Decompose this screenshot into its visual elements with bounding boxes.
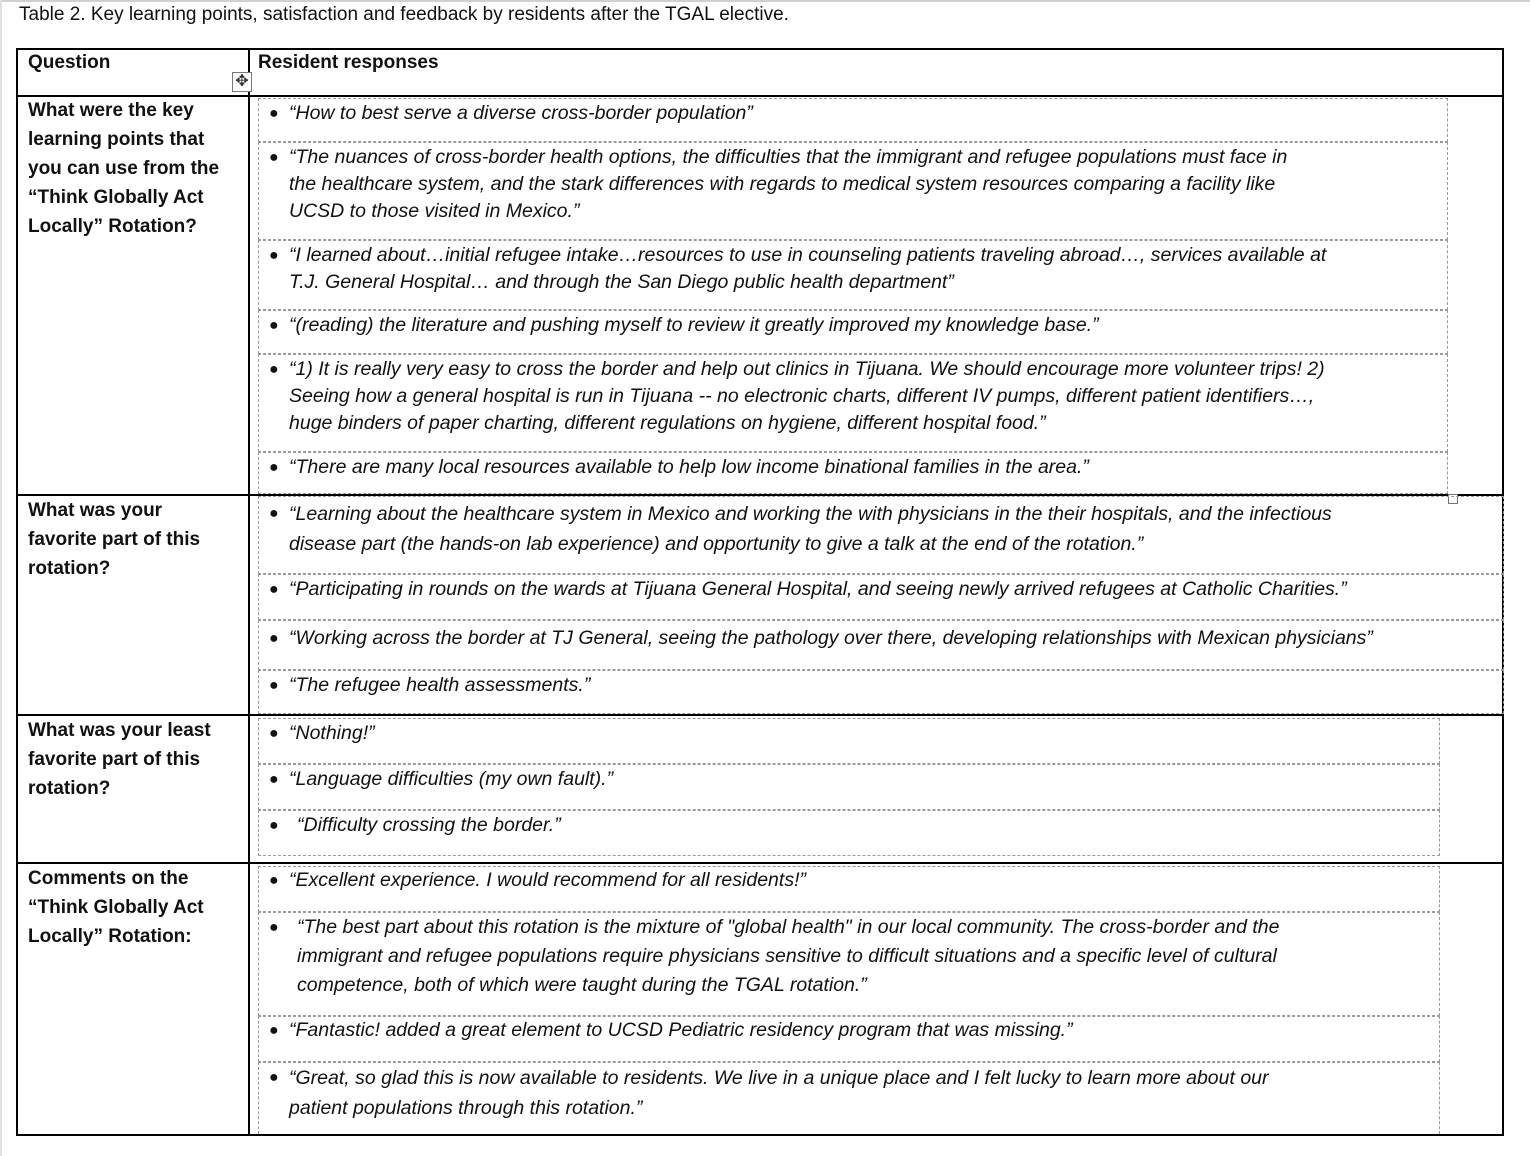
- response-line: competence, both of which were taught during the TGAL rotation.”: [297, 974, 867, 996]
- response-line: “(reading) the literature and pushing myself to review it greatly improved my knowledge base.”: [289, 314, 1099, 336]
- response-cell: [258, 142, 1448, 240]
- response-cell: [258, 670, 1504, 714]
- bullet-icon: ●: [269, 361, 279, 378]
- response-line: “How to best serve a diverse cross-border population”: [289, 102, 753, 124]
- question-line: learning points that: [28, 129, 205, 150]
- bullet-icon: ●: [269, 725, 279, 742]
- response-line: disease part (the hands-on lab experience) and opportunity to give a talk at the end of the rotation.”: [289, 533, 1144, 555]
- response-line: huge binders of paper charting, different regulations on hygiene, different hospital food.”: [289, 412, 1046, 434]
- response-line: “Working across the border at TJ General, seeing the pathology over there, developing relationships with Mexican physicians”: [289, 627, 1373, 649]
- response-line: “Language difficulties (my own fault).”: [289, 768, 614, 790]
- response-line: “Great, so glad this is now available to residents. We live in a unique place and I felt lucky to learn more about our: [289, 1067, 1269, 1089]
- response-cell: [258, 310, 1448, 354]
- response-line: “The nuances of cross-border health options, the difficulties that the immigrant and refugee populations must face in: [289, 146, 1288, 168]
- question-line: Locally” Rotation:: [28, 926, 192, 947]
- response-cell: [258, 574, 1504, 620]
- response-cell: [258, 98, 1448, 142]
- question-favorite-part: [28, 496, 238, 583]
- response-line: “Participating in rounds on the wards at Tijuana General Hospital, and seeing newly arrived refugees at Catholic Charities.”: [289, 578, 1347, 600]
- question-line: Locally” Rotation?: [28, 216, 197, 237]
- bullet-icon: ●: [269, 105, 279, 122]
- response-cell: [258, 496, 1504, 574]
- response-line: “Difficulty crossing the border.”: [297, 814, 561, 836]
- column-divider: [248, 50, 250, 1134]
- bullet-icon: ●: [269, 581, 279, 598]
- question-line: favorite part of this: [28, 749, 201, 770]
- response-cell: [258, 810, 1440, 856]
- response-cell: [258, 620, 1504, 670]
- page-top-rule: [0, 0, 1530, 2]
- response-line: Seeing how a general hospital is run in Tijuana -- no electronic charts, different IV pumps, different patient identifiers…,: [289, 385, 1315, 407]
- response-cell: [258, 354, 1448, 452]
- question-least-favorite-part: [28, 716, 238, 803]
- question-line: “Think Globally Act: [28, 897, 204, 918]
- bullet-icon: ●: [269, 1069, 279, 1086]
- question-comments: [28, 864, 238, 951]
- response-line: “Learning about the healthcare system in Mexico and working the with physicians in the their hospitals, and the infectious: [289, 503, 1332, 525]
- response-cell: [258, 1016, 1440, 1062]
- question-line: Comments on the: [28, 868, 189, 889]
- move-cross-icon[interactable]: ✥: [232, 72, 252, 92]
- response-line: “I learned about…initial refugee intake…resources to use in counseling patients traveling abroad…, services available at: [289, 244, 1327, 266]
- question-key-learning-points: [28, 96, 238, 241]
- bullet-icon: ●: [269, 1022, 279, 1039]
- bullet-icon: ●: [269, 872, 279, 889]
- question-line: favorite part of this: [28, 529, 201, 550]
- response-line: “1) It is really very easy to cross the border and help out clinics in Tijuana. We should encourage more volunteer trips! 2): [289, 358, 1325, 380]
- response-cell: [258, 912, 1440, 1016]
- question-line: rotation?: [28, 558, 111, 579]
- bullet-icon: ●: [269, 771, 279, 788]
- question-line: rotation?: [28, 778, 111, 799]
- response-line: UCSD to those visited in Mexico.”: [289, 200, 580, 222]
- response-line: “The best part about this rotation is the mixture of "global health" in our local community. The cross-border and the: [297, 916, 1280, 938]
- bullet-icon: ●: [269, 677, 279, 694]
- question-line: you can use from the: [28, 158, 220, 179]
- question-line: What was your least: [28, 720, 211, 741]
- response-cell: [258, 866, 1440, 912]
- response-line: “Fantastic! added a great element to UCSD Pediatric residency program that was missing.”: [289, 1019, 1073, 1041]
- row-divider: [18, 862, 1502, 864]
- response-line: immigrant and refugee populations require physicians sensitive to difficult situations and a specific level of cultural: [297, 945, 1277, 967]
- feedback-table: [16, 48, 1504, 1136]
- response-line: “There are many local resources available to help low income binational families in the area.”: [289, 456, 1089, 478]
- page-left-rule: [0, 0, 2, 1156]
- row-divider: [18, 95, 1502, 97]
- bullet-icon: ●: [269, 459, 279, 476]
- row-divider: [18, 714, 1502, 716]
- response-line: the healthcare system, and the stark differences with regards to medical system resources comparing a facility like: [289, 173, 1276, 195]
- bullet-icon: ●: [269, 919, 279, 936]
- response-cell: [258, 1062, 1440, 1134]
- question-line: “Think Globally Act: [28, 187, 204, 208]
- response-line: patient populations through this rotation.”: [289, 1097, 643, 1119]
- question-line: What was your: [28, 500, 163, 521]
- header-question: Question: [28, 52, 111, 73]
- response-cell: [258, 718, 1440, 764]
- response-cell: [258, 452, 1448, 494]
- response-cell: [258, 240, 1448, 310]
- question-line: What were the key: [28, 100, 194, 121]
- table-caption: Table 2. Key learning points, satisfaction and feedback by residents after the TGAL elective.: [19, 4, 789, 25]
- bullet-icon: ●: [269, 247, 279, 264]
- bullet-icon: ●: [269, 317, 279, 334]
- response-line: “The refugee health assessments.”: [289, 674, 591, 696]
- header-resident-responses: Resident responses: [258, 52, 439, 73]
- response-cell: [258, 764, 1440, 810]
- response-line: “Nothing!”: [289, 722, 375, 744]
- response-line: T.J. General Hospital… and through the San Diego public health department”: [289, 271, 954, 293]
- bullet-icon: ●: [269, 630, 279, 647]
- bullet-icon: ●: [269, 149, 279, 166]
- bullet-icon: ●: [269, 817, 279, 834]
- response-line: “Excellent experience. I would recommend for all residents!”: [289, 869, 806, 891]
- bullet-icon: ●: [269, 505, 279, 522]
